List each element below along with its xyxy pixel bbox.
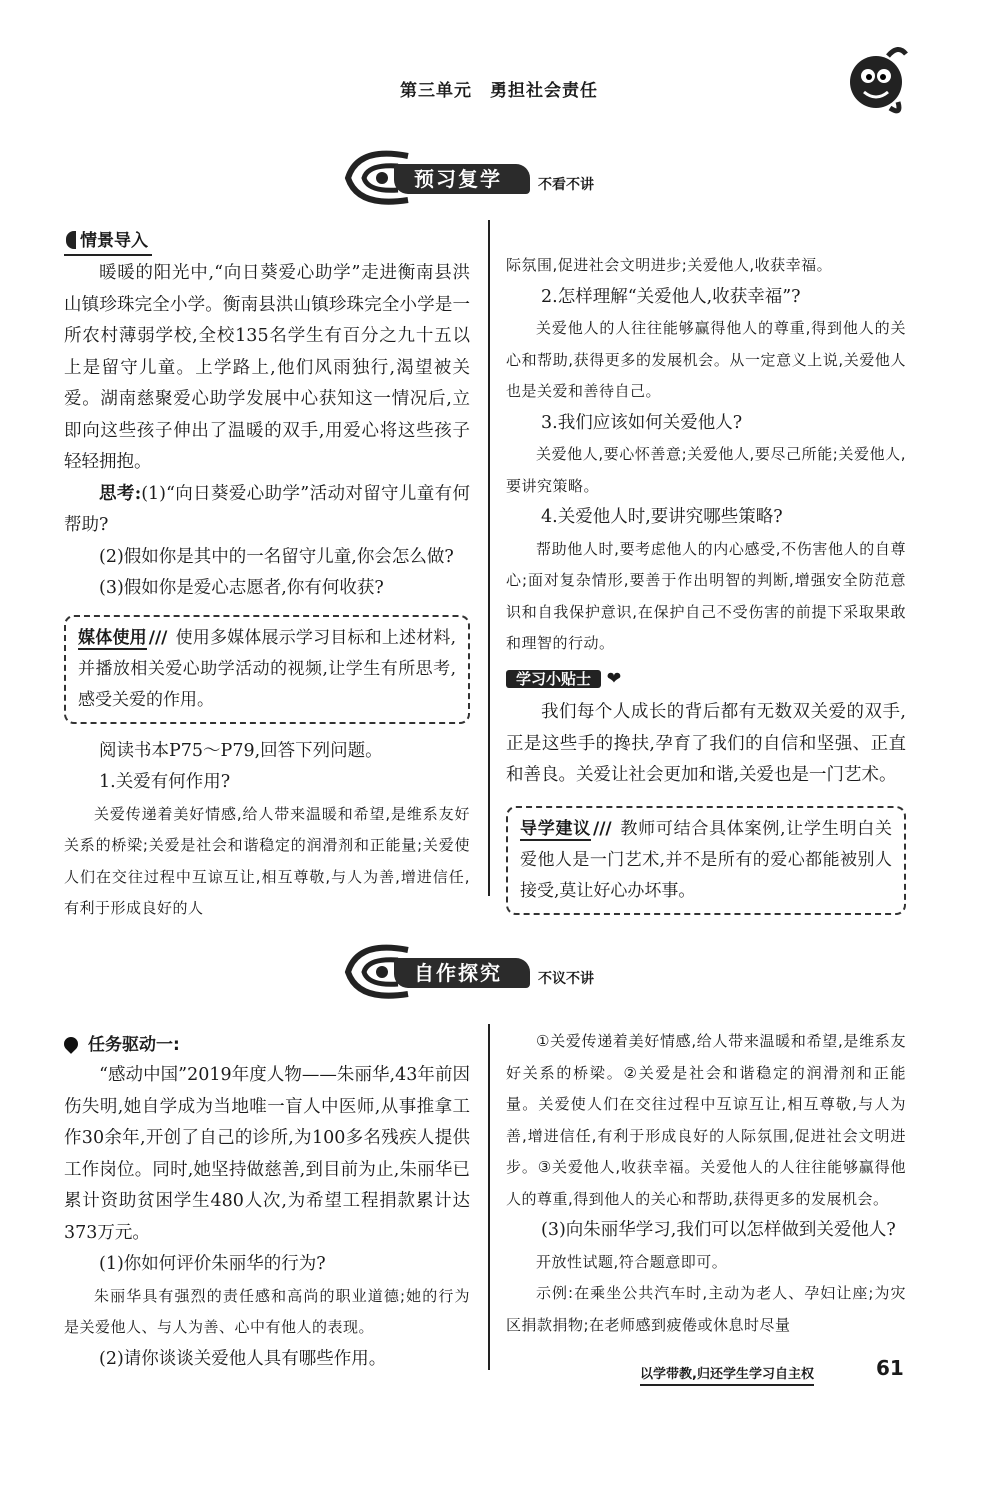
answer-1: 关爱传递着美好情感,给人带来温暖和希望,是维系友好关系的桥梁;关爱是社会和谐稳定的润滑剂和正能量;关爱使人们在交往过程中互谅互让,相互尊敬,与人为善,增进信任,有利于形成良好的人 xyxy=(64,804,470,917)
unit-title: 第三单元 勇担社会责任 xyxy=(400,81,598,101)
left-column-1 xyxy=(64,226,470,925)
right-column-2 xyxy=(506,1026,906,1341)
answer-1-cont: 际氛围,促进社会文明进步;关爱他人,收获幸福。 xyxy=(506,256,833,274)
column-divider xyxy=(488,220,490,896)
question-2: 2.怎样理解“关爱他人,收获幸福”? xyxy=(541,286,801,307)
leaf-icon xyxy=(66,231,76,249)
left-column-2 xyxy=(64,1030,470,1375)
scenario-text: 暖暖的阳光中,“向日葵爱心助学”走进衡南县洪山镇珍珠完全小学。衡南县洪山镇珍珠完全小学是一所农村薄弱学校,全校135名学生有百分之九十五以上是留守儿童。上学路上,他们风雨独行,渴望被关爱。湖南慈聚爱心助学发展中心获知这一情况后,立即向这些孩子伸出了温暖的双手,用爱心将这些孩子轻轻拥抱。 xyxy=(64,263,470,472)
think-1: 思考:(1)“向日葵爱心助学”活动对留守儿童有何帮助? xyxy=(64,483,470,535)
banner-title: 预习复学 xyxy=(394,164,530,194)
think-3: (3)假如你是爱心志愿者,你有何收获? xyxy=(99,578,384,598)
task-question-3: (3)向朱丽华学习,我们可以怎样做到关爱他人? xyxy=(541,1220,896,1240)
think-2: (2)假如你是其中的一名留守儿童,你会怎么做? xyxy=(99,546,454,567)
task-question-1: (1)你如何评价朱丽华的行为? xyxy=(99,1254,326,1274)
banner-explore xyxy=(338,940,638,1004)
question-1: 1.关爱有何作用? xyxy=(99,772,231,792)
media-label: 媒体使用 xyxy=(78,627,147,648)
guide-label: 导学建议 xyxy=(520,818,591,839)
media-box: 媒体使用 /// 使用多媒体展示学习目标和上述材料,并播放相关爱心助学活动的视频,让学生有所思考,感受关爱的作用。 xyxy=(64,615,470,724)
question-3: 3.我们应该如何关爱他人? xyxy=(541,412,743,433)
banner-preview xyxy=(338,146,638,210)
column-divider xyxy=(488,1024,490,1370)
answer-2: 关爱他人的人往往能够赢得他人的尊重,得到他人的关心和帮助,获得更多的发展机会。从一定意义上说,关爱他人也是关爱和善待自己。 xyxy=(506,319,906,400)
banner-tag: 不议不讲 xyxy=(538,971,594,987)
guide-box: 导学建议 /// 教师可结合具体案例,让学生明白关爱他人是一门艺术,并不是所有的爱心都能被别人接受,莫让好心办坏事。 xyxy=(506,806,906,915)
banner-tag: 不看不讲 xyxy=(538,177,594,193)
mascot-icon xyxy=(838,42,918,122)
read-instruction: 阅读书本P75～P79,回答下列问题。 xyxy=(99,740,383,761)
task-answer-2: ①关爱传递着美好情感,给人带来温暖和希望,是维系友好关系的桥梁。②关爱是社会和谐稳定的润滑剂和正能量。关爱使人们在交往过程中互谅互让,相互尊敬,与人为善,增进信任,有利于形成良好的人际氛围,促进社会文明进步。③关爱他人,收获幸福。关爱他人的人往往能够赢得他人的尊重,得到他人的关心和帮助,获得更多的发展机会。 xyxy=(506,1032,906,1208)
heart-icon: ❤ xyxy=(606,668,622,689)
location-pin-icon xyxy=(61,1034,81,1054)
study-tip-text: 我们每个人成长的背后都有无数双关爱的双手,正是这些手的搀扶,孕育了我们的自信和坚强、正直和善良。关爱让社会更加和谐,关爱也是一门艺术。 xyxy=(506,702,906,785)
task-question-2: (2)请你谈谈关爱他人具有哪些作用。 xyxy=(99,1348,387,1369)
task-title: 任务驱动一: xyxy=(64,1030,470,1060)
media-text: 使用多媒体展示学习目标和上述材料,并播放相关爱心助学活动的视频,让学生有所思考,感受关爱的作用。 xyxy=(78,627,457,710)
footer-slogan: 以学带教,归还学生学习自主权 xyxy=(640,1363,814,1386)
task-answer-3-example: 示例:在乘坐公共汽车时,主动为老人、孕妇让座;为灾区捐款捐物;在老师感到疲倦或休息时尽量 xyxy=(506,1284,906,1334)
banner-title: 自作探究 xyxy=(394,958,530,988)
section-scenario: 情景导入 xyxy=(64,228,152,256)
answer-3: 关爱他人,要心怀善意;关爱他人,要尽己所能;关爱他人,要讲究策略。 xyxy=(506,445,906,495)
study-tip-head: 学习小贴士 ❤ xyxy=(506,664,906,696)
answer-4: 帮助他人时,要考虑他人的内心感受,不伤害他人的自尊心;面对复杂情形,要善于作出明智的判断,增强安全防范意识和自我保护意识,在保护自己不受伤害的前提下采取果敢和理智的行动。 xyxy=(506,539,906,652)
question-4: 4.关爱他人时,要讲究哪些策略? xyxy=(541,507,783,527)
task-answer-3-intro: 开放性试题,符合题意即可。 xyxy=(536,1252,728,1271)
guide-text: 教师可结合具体案例,让学生明白关爱他人是一门艺术,并不是所有的爱心都能被别人接受,莫让好心办坏事。 xyxy=(520,818,893,901)
page-number: 61 xyxy=(876,1356,904,1380)
task-story: “感动中国”2019年度人物——朱丽华,43年前因伤失明,她自学成为当地唯一盲人中医师,从事推拿工作30余年,开创了自己的诊所,为100多名残疾人提供工作岗位。同时,她坚持做慈善,到目前为止,朱丽华已累计资助贫困学生480人次,为希望工程捐款累计达373万元。 xyxy=(64,1065,470,1243)
right-column-1 xyxy=(506,250,906,915)
task-answer-1: 朱丽华具有强烈的责任感和高尚的职业道德;她的行为是关爱他人、与人为善、心中有他人的表现。 xyxy=(64,1286,470,1336)
